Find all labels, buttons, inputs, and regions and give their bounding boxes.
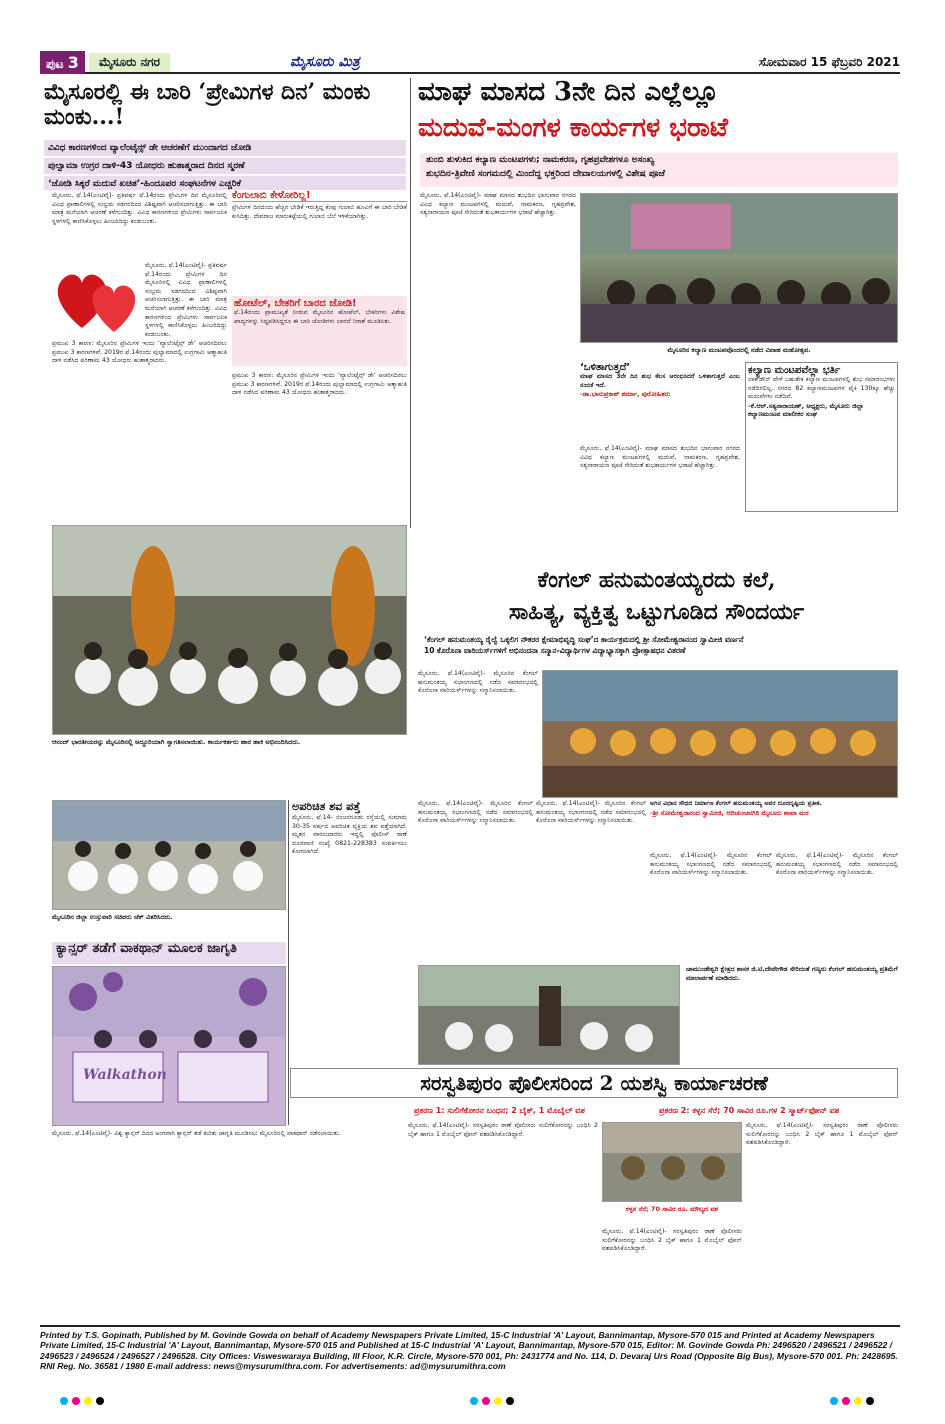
- story3-body2: ಮೈಸೂರು, ಫೆ.14(ಎಂಟಿವೈ)- ಮೈಸೂರಿನ ಕೆಂಗಲ್ ಹನುಮಂತಯ್ಯ ಸಭಾಂಗಣದಲ್ಲಿ ನಡೆದ ಸಮಾರಂಭದಲ್ಲಿ ಕೊರೊನಾ ವಾರಿಯರ್ಸ್‌ಗಳನ್ನು ಸನ್ಮಾನಿಸಲಾಯಿತು.: [418, 800, 533, 825]
- hotel-box-body: ಫೆ.14ರಂದು ಪ್ರಾಮುಖ್ಯತೆ ನೀಡುವ ಮೈಸೂರಿನ ಹೋಟೆಲ್, ಬೇಕರಿಗಳು ವಿಶೇಷ ಖಾದ್ಯಗಳನ್ನು ಸಿದ್ಧಪಡಿಸಿದ್ದರೂ ಈ ಬಾರಿ ಜೋಡಿಗಳು ಬಾರದೆ ನಿರಾಶೆ ಮೂಡಿಸಿತು.: [234, 309, 405, 325]
- quote-title: ‘ಒಳಿತಾಗುತ್ತದೆ’: [580, 362, 631, 373]
- quote-author: -ಡಾ.ಭಾನುಪ್ರಕಾಶ್ ಶರ್ಮಾ, ಪುರೋಹಿತರು: [580, 390, 671, 399]
- story3-bullet: 10 ಕೊರೊನಾ ವಾರಿಯರ್ಸ್‌ಗಳಿಗೆ ಅಭಿನಂದನಾ ಸನ್ಮಾನ-ವಿದ್ಯಾರ್ಥಿಗಳ ವಿದ್ಯಾಭ್ಯಾಸಕ್ಕಾಗಿ ಪ್ರೋತ್ಸಾಹಧನ ವಿತರಣೆ: [424, 646, 686, 655]
- imprint-footer: Printed by T.S. Gopinath, Published by M. Govinde Gowda on behalf of Academy Newspapers Private Limited, 15-C Industrial 'A' Layout, Bannimantap, Mysore-570 015 and Printed at Academy Newspapers Private Limited, 15-C Industrial 'A' Layout, Bannimantap, Mysore-570 015 and Published at 15-C Industrial 'A' Layout, Bannimantap, Mysore-570 015, Editor: M. Govinde Gowda Ph: 2496520 / 2496521 / 2496522 / 2496523 / 2496524 / 2496527 / 2496528. City Offices: Visweswaraya Building, III Floor, K.R. Circle, Mysore-570 001, Ph: 2431774 and No. 114, D. Devaraj Urs Road (Opposite Big Bus), Mysore-570 001. Ph: 2428695. RNI Reg. No. 36581 / 1980 E-mail address: news@mysurumithra.com. For advertisements: ad@mysurumithra.com: [40, 1325, 900, 1385]
- walkathon-banner: Walkathon: [83, 1067, 167, 1083]
- case1-label: ಪ್ರಕರಣ 1: ಸುಲಿಗೆಕೋರನ ಬಂಧನ; 2 ಬೈಕ್, 1 ಮೊಬೈಲ್ ವಶ: [414, 1106, 585, 1115]
- story3-caption: ಚಾಮುಂಡೇಶ್ವರಿ ಕ್ಷೇತ್ರದ ಶಾಸಕ ಜಿ.ಟಿ.ದೇವೇಗೌಡ ಸೇರಿದಂತೆ ಗಣ್ಯರು ಕೆಂಗಲ್ ಹನುಮಂತಯ್ಯ ಪ್ರತಿಮೆಗೆ ಮಾಲಾರ್ಪಣೆ ಮಾಡಿದರು.: [686, 965, 898, 982]
- police-photo: [602, 1122, 742, 1202]
- police-photo-caption: ಕಳ್ಳನ ಸೆರೆ; 70 ಸಾವಿರ ರೂ. ಮೌಲ್ಯದ ವಶ: [625, 1205, 719, 1213]
- walkathon-title: ಕ್ಯಾನ್ಸರ್ ತಡೆಗೆ ವಾಕಥಾನ್ ಮೂಲಕ ಜಾಗೃತಿ: [52, 942, 286, 964]
- procession-photo: [52, 525, 407, 735]
- story1-body3: ಪ್ರಮುಖ 3 ಕಾರಣ: ಮೈಸೂರಿನ ಪ್ರೇಮಿಗಳ ಇಂದು ‘ವ್ಯಾಲೆಂಟೈನ್ಸ್ ಡೇ’ ಆಚರಿಸದಿರಲು ಪ್ರಮುಖ 3 ಕಾರಣಗಳಿವೆ. 2019ರ ಫೆ.14ರಂದು ಪುಲ್ವಾಮಾದಲ್ಲಿ ಉಗ್ರಗಾಮಿ ಆತ್ಮಾಹುತಿ ದಾಳಿ ನಡೆಸಿದ ಪರಿಣಾಮ 43 ಯೋಧರು ಹುತಾತ್ಮರಾದರು.: [232, 372, 407, 397]
- story4-body2: ಮೈಸೂರು, ಫೆ.14(ಎಂಟಿವೈ)- ಸರಸ್ವತಿಪುರಂ ಠಾಣೆ ಪೊಲೀಸರು ಸುಲಿಗೆಕೋರನನ್ನು ಬಂಧಿಸಿ 2 ಬೈಕ್ ಹಾಗೂ 1 ಮೊಬೈಲ್ ಫೋನ್ ವಶಪಡಿಸಿಕೊಂಡಿದ್ದಾರೆ.: [602, 1228, 742, 1253]
- felicitation-photo: [542, 670, 898, 798]
- rose-box-title: ಕೆಂಗುಲಾಬಿ ಕೇಳೋರಿಲ್ಲ!: [232, 190, 407, 202]
- story3-quote-author: -ಶ್ರೀ ಸೋಮೇಶ್ವರಾನಂದ ಸ್ವಾಮೀಜಿ, ಆದಿಚುಂಚನಗಿರಿ ಮೈಸೂರು ಶಾಖಾ ಮಠ: [650, 808, 809, 817]
- story1-headline: ಮೈಸೂರಲ್ಲಿ ಈ ಬಾರಿ ‘ಪ್ರೇಮಿಗಳ ದಿನ’ ಮಂಕು ಮಂಕು...!: [44, 80, 371, 131]
- story3-quote: [650, 800, 898, 850]
- wedding-photo: [580, 193, 898, 343]
- statue-photo: [418, 965, 680, 1065]
- registration-dots-right: [830, 1397, 892, 1409]
- walkathon-body: ಮೈಸೂರು, ಫೆ.14(ಎಂಟಿವೈ)- ವಿಶ್ವ ಕ್ಯಾನ್ಸರ್ ದಿನದ ಅಂಗವಾಗಿ ಕ್ಯಾನ್ಸರ್ ತಡೆ ಕುರಿತು ಜಾಗೃತಿ ಮೂಡಿಸಲು ಮೈಸೂರಿನಲ್ಲಿ ವಾಕಥಾನ್ ನಡೆಸಲಾಯಿತು.: [52, 1130, 341, 1137]
- cheque-caption: ಮೈಸೂರಿನ ಜಿಲ್ಲಾ ಉಸ್ತುವಾರಿ ಸಚಿವರು ಚೆಕ್ ವಿತರಿಸಿದರು.: [52, 913, 173, 921]
- story1-body-cont: ಮೈಸೂರು, ಫೆ.14(ಎಂಟಿವೈ)- ಪ್ರತಿವರ್ಷ ಫೆ.14ರಂದು ಪ್ರೇಮಿಗಳ ದಿನ ಮೈಸೂರಿನಲ್ಲಿ ವಿವಿಧ ಪ್ರಾಣಾಲಿಗಳಲ್ಲಿ ಸಂಭ್ರಮ ಸಡಗರದಿಂದ ವಿಶಿಷ್ಟವಾಗಿ ಆಚರಿಸಲಾಗುತ್ತಿತ್ತು. ಈ ಬಾರಿ ಮಾತ್ರ ಮರೆಯಾಗಿ ಆಚರಣೆ ಕಳೆಗುಂದಿತ್ತು. ವಿವಿಧ ಕಾರಣಗಳಿಂದ ಪ್ರೇಮಿಗಳು ಸಾರ್ವಜನಿಕ ಸ್ಥಳಗಳಲ್ಲಿ ಕಾಣಿಸಿಕೊಳ್ಳಲು ಹಿಂಜರಿದಿದ್ದು ಕಂಡುಬಂತು.: [145, 262, 227, 337]
- small-story-body: ಮೈಸೂರು, ಫೆ.14- ನಂಜನಗೂಡು ರಸ್ತೆಯಲ್ಲಿ ಸುಮಾರು 30-35 ವರ್ಷದ ಅಪರಿಚಿತ ವ್ಯಕ್ತಿಯ ಶವ ಪತ್ತೆಯಾಗಿದೆ. ಮೃತನ ವಾರಸುದಾರರು ಇದ್ದಲ್ಲಿ ಪೊಲೀಸ್ ಠಾಣೆ ದೂರವಾಣಿ ಸಂಖ್ಯೆ 0821-228383 ಸಂಪರ್ಕಿಸಲು ಕೋರಲಾಗಿದೆ.: [292, 814, 407, 856]
- hotel-box-title: ಹೋಟೆಲ್, ಬೇಕರಿಗೆ ಬಾರದ ಜೋಡಿ!: [234, 298, 357, 309]
- story2-headline-2: ಮದುವೆ-ಮಂಗಳ ಕಾರ್ಯಗಳ ಭರಾಟೆ: [418, 114, 728, 143]
- masthead: ಮೈಸೂರು ಮಿತ್ರ: [289, 54, 360, 70]
- registration-dots-left: [60, 1397, 122, 1409]
- story2-body: ಮೈಸೂರು, ಫೆ.14(ಎಂಟಿವೈ)- ಮಾಘ ಮಾಸದ ಶುಭದಿನ ಭಾನುವಾರ ನಗರದ ವಿವಿಧ ಕಲ್ಯಾಣ ಮಂಟಪಗಳಲ್ಲಿ ಮದುವೆ, ನಾಮಕರಣ, ಗೃಹಪ್ರವೇಶ, ಸತ್ಯನಾರಾಯಣ ಪೂಜೆ ಸೇರಿದಂತೆ ಶುಭಕಾರ್ಯಗಳ ಭರಾಟೆ ಹೆಚ್ಚಾಗಿತ್ತು.: [420, 192, 576, 217]
- page-label: ಪುಟ: [46, 56, 64, 71]
- story2-body2: ಮೈಸೂರು, ಫೆ.14(ಎಂಟಿವೈ)- ಮಾಘ ಮಾಸದ ಶುಭದಿನ ಭಾನುವಾರ ನಗರದ ವಿವಿಧ ಕಲ್ಯಾಣ ಮಂಟಪಗಳಲ್ಲಿ ಮದುವೆ, ನಾಮಕರಣ, ಗೃಹಪ್ರವೇಶ, ಸತ್ಯನಾರಾಯಣ ಪೂಜೆ ಸೇರಿದಂತೆ ಶುಭಕಾರ್ಯಗಳ ಭರಾಟೆ ಹೆಚ್ಚಾಗಿತ್ತು.: [580, 445, 740, 470]
- story1-body2: ಪ್ರಮುಖ 3 ಕಾರಣ: ಮೈಸೂರಿನ ಪ್ರೇಮಿಗಳ ಇಂದು ‘ವ್ಯಾಲೆಂಟೈನ್ಸ್ ಡೇ’ ಆಚರಿಸದಿರಲು ಪ್ರಮುಖ 3 ಕಾರಣಗಳಿವೆ. 2019ರ ಫೆ.14ರಂದು ಪುಲ್ವಾಮಾದಲ್ಲಿ ಉಗ್ರಗಾಮಿ ಆತ್ಮಾಹುತಿ ದಾಳಿ ನಡೆಸಿದ ಪರಿಣಾಮ 43 ಯೋಧರು ಹುತಾತ್ಮರಾದರು.: [52, 340, 227, 365]
- quote-text: ಮಾಘ ಮಾಸದ 3ನೇ ದಿನ ಶುಭ ಕೆಲಸ ಆರಂಭಿಸಿದರೆ ಒಳಿತಾಗುತ್ತದೆ ಎಂಬ ನಂಬಿಕೆ ಇದೆ.: [580, 373, 740, 389]
- story1-bullet: ವಿವಿಧ ಕಾರಣಗಳಿಂದ ವ್ಯಾಲೆಂಟೈನ್ಸ್ ಡೇ ಆಚರಣೆಗೆ ಮುಂದಾಗದ ಜೋಡಿ: [44, 140, 406, 156]
- rose-box-body: ಪ್ರೇಮಿಗಳ ದಿನದಂದು ಹೆಚ್ಚಿನ ಬೇಡಿಕೆ ಇರುತ್ತಿದ್ದ ಕೆಂಪು ಗುಲಾಬಿ ಹೂವಿಗೆ ಈ ಬಾರಿ ಬೇಡಿಕೆ ಕುಸಿದಿತ್ತು. ದೇವರಾಜ ಮಾರುಕಟ್ಟೆಯಲ್ಲಿ ಗುಲಾಬಿ ಬೆಲೆ ಇಳಿಕೆಯಾಗಿತ್ತು.: [232, 204, 407, 220]
- issue-date: ಸೋಮವಾರ 15 ಫೆಬ್ರವರಿ 2021: [758, 54, 900, 69]
- cheque-photo: [52, 800, 286, 910]
- story4-body3: ಮೈಸೂರು, ಫೆ.14(ಎಂಟಿವೈ)- ಸರಸ್ವತಿಪುರಂ ಠಾಣೆ ಪೊಲೀಸರು ಸುಲಿಗೆಕೋರನನ್ನು ಬಂಧಿಸಿ 2 ಬೈಕ್ ಹಾಗೂ 1 ಮೊಬೈಲ್ ಫೋನ್ ವಶಪಡಿಸಿಕೊಂಡಿದ್ದಾರೆ.: [746, 1122, 898, 1147]
- story2-bullet: ಶುಭದಿನ-ತ್ರಿವೇಣಿ ಸಂಗಮದಲ್ಲಿ ಮಿಂದೆದ್ದ ಭಕ್ತರಿಂದ ದೇವಾಲಯಗಳಲ್ಲಿ ವಿಶೇಷ ಪೂಜೆ: [426, 169, 665, 179]
- story2-bullet: ತುಂಬಿ ತುಳುಕಿದ ಕಲ್ಯಾಣ ಮಂಟಪಗಳು; ನಾಮಕರಣ, ಗೃಹಪ್ರವೇಶಗಳೂ ಅಸಂಖ್ಯ: [426, 155, 655, 165]
- case2-label: ಪ್ರಕರಣ 2: ಕಳ್ಳನ ಸೆರೆ; 70 ಸಾವಿರ ರೂ.ಗಳ 2 ಸ್ಮಾರ್ಟ್‌ಫೋನ್ ವಶ: [659, 1106, 840, 1115]
- hall-box-author: -ಕೆ.ಆರ್.ಸತ್ಯನಾರಾಯಣ್, ಅಧ್ಯಕ್ಷರು, ಮೈಸೂರು ಜಿಲ್ಲಾ ಕಲ್ಯಾಣಮಂಟಪ ಮಾಲೀಕರ ಸಂಘ: [748, 401, 864, 419]
- story4-cases: [408, 1104, 898, 1120]
- story3-body3: ಮೈಸೂರು, ಫೆ.14(ಎಂಟಿವೈ)- ಮೈಸೂರಿನ ಕೆಂಗಲ್ ಹನುಮಂತಯ್ಯ ಸಭಾಂಗಣದಲ್ಲಿ ನಡೆದ ಸಮಾರಂಭದಲ್ಲಿ ಕೊರೊನಾ ವಾರಿಯರ್ಸ್‌ಗಳನ್ನು ಸನ್ಮಾನಿಸಲಾಯಿತು.: [536, 800, 646, 825]
- small-story-title: ಅಪರಿಚಿತ ಶವ ಪತ್ತೆ: [292, 800, 361, 813]
- story3-bullets: [418, 634, 898, 668]
- story3-body5: ಮೈಸೂರು, ಫೆ.14(ಎಂಟಿವೈ)- ಮೈಸೂರಿನ ಕೆಂಗಲ್ ಹನುಮಂತಯ್ಯ ಸಭಾಂಗಣದಲ್ಲಿ ನಡೆದ ಸಮಾರಂಭದಲ್ಲಿ ಕೊರೊನಾ ವಾರಿಯರ್ಸ್‌ಗಳನ್ನು ಸನ್ಮಾನಿಸಲಾಯಿತು.: [776, 852, 898, 877]
- story2-bullets: [420, 153, 898, 187]
- registration-dots-center: [470, 1397, 532, 1409]
- section-name: ಮೈಸೂರು ನಗರ: [89, 53, 170, 72]
- hotel-box: [232, 296, 407, 366]
- page-number: 3: [67, 52, 79, 72]
- column-rule: [288, 800, 289, 1125]
- story3-bullet: ‘ಕೆಂಗಲ್ ಹನುಮಂತಯ್ಯ ರೈಲ್ವೆ ಒಕ್ಕಲಿಗ ನೌಕರರ ಕ್ಷೇಮಾಭಿವೃದ್ಧಿ ಸಂಘ’ದ ಕಾರ್ಯಕ್ರಮದಲ್ಲಿ ಶ್ರೀ ಸೋಮೇಶ್ವರಾನಂದ ಸ್ವಾಮೀಜಿ ವರ್ಣನೆ: [424, 635, 744, 644]
- wedding-photo-caption: ಮೈಸೂರಿನ ಕಲ್ಯಾಣ ಮಂಟಪವೊಂದರಲ್ಲಿ ನಡೆದ ವಿವಾಹ ಮಹೋತ್ಸವ.: [667, 346, 811, 354]
- quote-box: [580, 362, 740, 442]
- story2-headline-1: ಮಾಘ ಮಾಸದ 3ನೇ ದಿನ ಎಲ್ಲೆಲ್ಲೂ: [418, 78, 719, 107]
- page-badge: [40, 51, 85, 74]
- story3-headline-2: ಸಾಹಿತ್ಯ, ವ್ಯಕ್ತಿತ್ವ ಒಟ್ಟುಗೂಡಿದ ಸೌಂದರ್ಯ: [508, 600, 805, 625]
- heart-illustration: [52, 258, 142, 338]
- rose-box: [232, 190, 407, 290]
- story1-bullets: [44, 140, 406, 190]
- unidentified-body-story: [292, 800, 407, 960]
- story3-headline-1: ಕೆಂಗಲ್ ಹನುಮಂತಯ್ಯರದು ಕಲೆ,: [537, 568, 776, 593]
- story3-body: ಮೈಸೂರು, ಫೆ.14(ಎಂಟಿವೈ)- ಮೈಸೂರಿನ ಕೆಂಗಲ್ ಹನುಮಂತಯ್ಯ ಸಭಾಂಗಣದಲ್ಲಿ ನಡೆದ ಸಮಾರಂಭದಲ್ಲಿ ಕೊರೊನಾ ವಾರಿಯರ್ಸ್‌ಗಳನ್ನು ಸನ್ಮಾನಿಸಲಾಯಿತು.: [418, 670, 538, 695]
- column-rule: [410, 78, 411, 528]
- story1-body: ಮೈಸೂರು, ಫೆ.14(ಎಂಟಿವೈ)- ಪ್ರತಿವರ್ಷ ಫೆ.14ರಂದು ಪ್ರೇಮಿಗಳ ದಿನ ಮೈಸೂರಿನಲ್ಲಿ ವಿವಿಧ ಪ್ರಾಣಾಲಿಗಳಲ್ಲಿ ಸಂಭ್ರಮ ಸಡಗರದಿಂದ ವಿಶಿಷ್ಟವಾಗಿ ಆಚರಿಸಲಾಗುತ್ತಿತ್ತು. ಈ ಬಾರಿ ಮಾತ್ರ ಮರೆಯಾಗಿ ಆಚರಣೆ ಕಳೆಗುಂದಿತ್ತು. ವಿವಿಧ ಕಾರಣಗಳಿಂದ ಪ್ರೇಮಿಗಳು ಸಾರ್ವಜನಿಕ ಸ್ಥಳಗಳಲ್ಲಿ ಕಾಣಿಸಿಕೊಳ್ಳಲು ಹಿಂಜರಿದಿದ್ದು ಕಂಡುಬಂತು.: [52, 192, 227, 225]
- walkathon-photo: [52, 966, 286, 1126]
- story3-body4: ಮೈಸೂರು, ಫೆ.14(ಎಂಟಿವೈ)- ಮೈಸೂರಿನ ಕೆಂಗಲ್ ಹನುಮಂತಯ್ಯ ಸಭಾಂಗಣದಲ್ಲಿ ನಡೆದ ಸಮಾರಂಭದಲ್ಲಿ ಕೊರೊನಾ ವಾರಿಯರ್ಸ್‌ಗಳನ್ನು ಸನ್ಮಾನಿಸಲಾಯಿತು.: [650, 852, 772, 877]
- hall-box-title: ಕಲ್ಯಾಣ ಮಂಟಪವೆಲ್ಲಾ ಭರ್ತಿ: [748, 365, 841, 376]
- procession-caption: ಆನಂದ್ ಭಾರತೀಯರನ್ನು ಮೈಸೂರಿನಲ್ಲಿ ಅದ್ಧೂರಿಯಾಗಿ ಸ್ವಾಗತಿಸಲಾಯಿತು. ಕಾರ್ಯಕರ್ತರು ಹಾರ ಹಾಕಿ ಅಭಿನಂದಿಸಿದರು.: [52, 738, 301, 746]
- story1-bullet: ಪುಲ್ವಾಮಾ ಉಗ್ರರ ದಾಳಿ-43 ಯೋಧರು ಹುತಾತ್ಮರಾದ ದಿನದ ಸ್ಮರಣೆ: [44, 158, 406, 174]
- story4-headline: ಸರಸ್ವತಿಪುರಂ ಪೊಲೀಸರಿಂದ 2 ಯಶಸ್ವಿ ಕಾರ್ಯಾಚರಣೆ: [290, 1068, 898, 1098]
- page-header: [40, 52, 900, 74]
- story1-bullet: ‘ಜೋಡಿ ಸಿಕ್ಕರೆ ಮದುವೆ ಖಚಿತ’-ಹಿಂದೂಪರ ಸಂಘಟನೆಗಳ ಎಚ್ಚರಿಕೆ: [44, 176, 406, 190]
- hall-box: [745, 362, 898, 512]
- story4-body: ಮೈಸೂರು, ಫೆ.14(ಎಂಟಿವೈ)- ಸರಸ್ವತಿಪುರಂ ಠಾಣೆ ಪೊಲೀಸರು ಸುಲಿಗೆಕೋರನನ್ನು ಬಂಧಿಸಿ 2 ಬೈಕ್ ಹಾಗೂ 1 ಮೊಬೈಲ್ ಫೋನ್ ವಶಪಡಿಸಿಕೊಂಡಿದ್ದಾರೆ.: [408, 1122, 598, 1138]
- story3-quote-text: ಆಗಿನ ವಿಧಾನ ಸೌಧದ ನಿರ್ಮಾಣ ಕೆಂಗಲ್ ಹನುಮಂತಯ್ಯ ಅವರ ದೂರದೃಷ್ಟಿಯ ಪ್ರತೀಕ.: [650, 800, 823, 807]
- hall-box-body: ಲಾಕ್‌ಡೌನ್ ವೇಳೆ ಬಹುತೇಕ ಕಲ್ಯಾಣ ಮಂಟಪಗಳಲ್ಲಿ ಶುಭ ಸಮಾರಂಭಗಳು ನಡೆದಿರಲಿಲ್ಲ. ನಗರದ 82 ಕಲ್ಯಾಣಮಂಟಪಗಳ ಪೈಕಿ 130ಕ್ಕೂ ಹೆಚ್ಚು ಮದುವೆಗಳು ನಡೆದಿವೆ.: [748, 376, 895, 401]
